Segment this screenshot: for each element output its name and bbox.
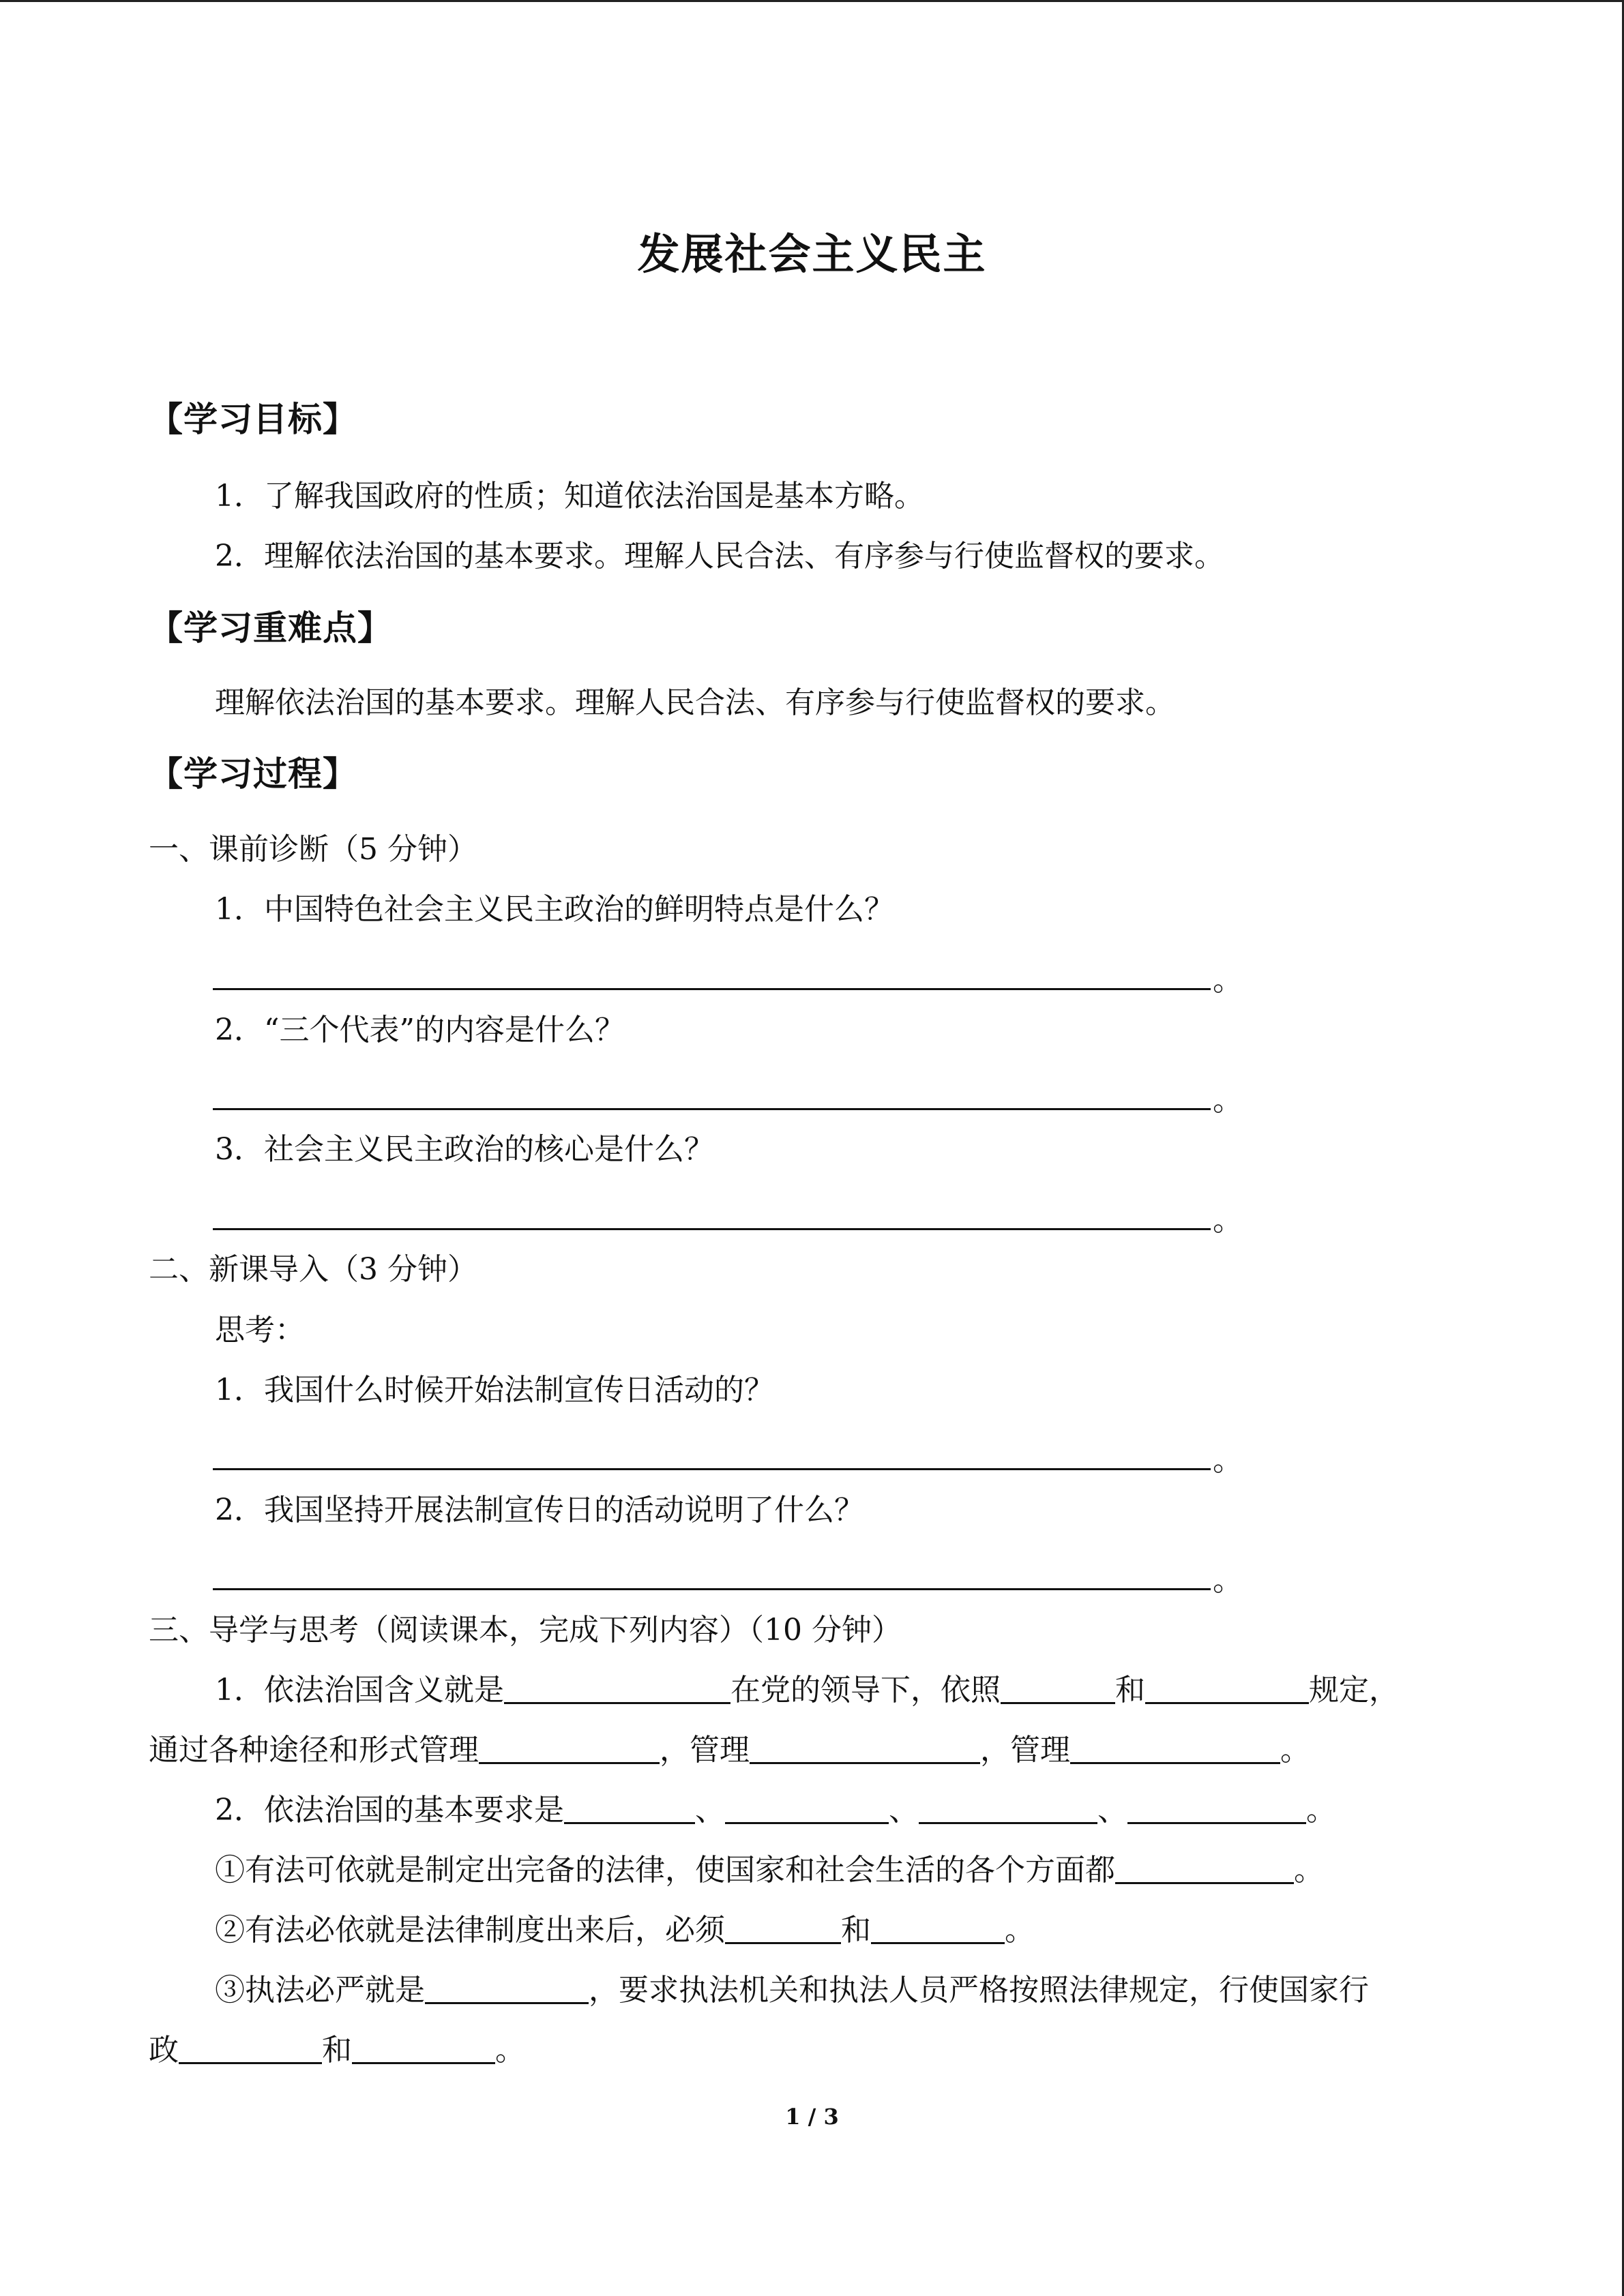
answer-period: 。 [1213,1443,1243,1478]
part3-title: 三、导学与思考（阅读课本，完成下列内容）（10 分钟） [149,1613,902,1648]
part3-q2: 2．依法治国的基本要求是 、 、 、 。 [215,1793,1336,1828]
fill-blank[interactable] [479,1732,660,1764]
part1-question-1: 1．中国特色社会主义民主政治的鲜明特点是什么？ [215,892,894,927]
answer-period: 。 [1213,963,1243,998]
part2-think: 思考： [215,1313,305,1347]
part1-question-3: 3．社会主义民主政治的核心是什么？ [215,1132,714,1167]
fill-blank[interactable] [179,2032,322,2064]
fill-blank[interactable] [1070,1732,1280,1764]
part2-question-2: 2．我国坚持开展法制宣传日的活动说明了什么？ [215,1493,864,1527]
fill-blank[interactable] [1115,1852,1294,1884]
page-number: 1 / 3 [785,2104,839,2130]
part2-title: 二、新课导入（3 分钟） [149,1252,477,1287]
fill-blank[interactable] [1001,1672,1115,1704]
answer-line[interactable] [213,1228,1211,1230]
fill-blank[interactable] [1127,1792,1306,1824]
part3-s2: ②有法必依就是法律制度出来后，必须 和 。 [215,1913,1035,1948]
answer-line[interactable] [213,1108,1211,1110]
answer-period: 。 [1213,1203,1243,1238]
answer-period: 。 [1213,1083,1243,1118]
part3-s1: ①有法可依就是制定出完备的法律，使国家和社会生活的各个方面都 。 [215,1853,1324,1888]
answer-line[interactable] [213,1468,1211,1470]
answer-period: 。 [1213,1563,1243,1598]
answer-line[interactable] [213,1588,1211,1590]
key-points-heading: 【学习重难点】 [149,608,392,648]
part3-s3-line1: ③执法必严就是 ，要求执法机关和执法人员严格按照法律规定，行使国家行 [215,1973,1369,2008]
fill-blank[interactable] [919,1792,1097,1824]
part3-s3-line2: 政 和 。 [149,2033,525,2068]
fill-blank[interactable] [750,1732,980,1764]
fill-blank[interactable] [871,1912,1005,1944]
part1-question-2: 2．“三个代表”的内容是什么？ [215,1013,625,1047]
fill-blank[interactable] [504,1672,730,1704]
fill-blank[interactable] [425,1972,589,2004]
objective-item-2: 2．理解依法治国的基本要求。理解人民合法、有序参与行使监督权的要求。 [215,539,1224,573]
part3-q1-line1: 1．依法治国含义就是 在党的领导下，依照 和 规定， [215,1673,1399,1708]
fill-blank[interactable] [1145,1672,1309,1704]
fill-blank[interactable] [725,1792,889,1824]
fill-blank[interactable] [352,2032,495,2064]
objective-item-1: 1．了解我国政府的性质；知道依法治国是基本方略。 [215,479,924,513]
part2-question-1: 1．我国什么时候开始法制宣传日活动的？ [215,1373,774,1407]
answer-line[interactable] [213,988,1211,990]
key-points-text: 理解依法治国的基本要求。理解人民合法、有序参与行使监督权的要求。 [215,685,1175,720]
part1-title: 一、课前诊断（5 分钟） [149,832,477,867]
objectives-heading: 【学习目标】 [149,400,357,439]
part3-q1-line2: 通过各种途径和形式管理 ，管理 ，管理 。 [149,1733,1310,1768]
fill-blank[interactable] [725,1912,841,1944]
fill-blank[interactable] [564,1792,695,1824]
page-title: 发展社会主义民主 [637,229,987,279]
process-heading: 【学习过程】 [149,754,357,794]
